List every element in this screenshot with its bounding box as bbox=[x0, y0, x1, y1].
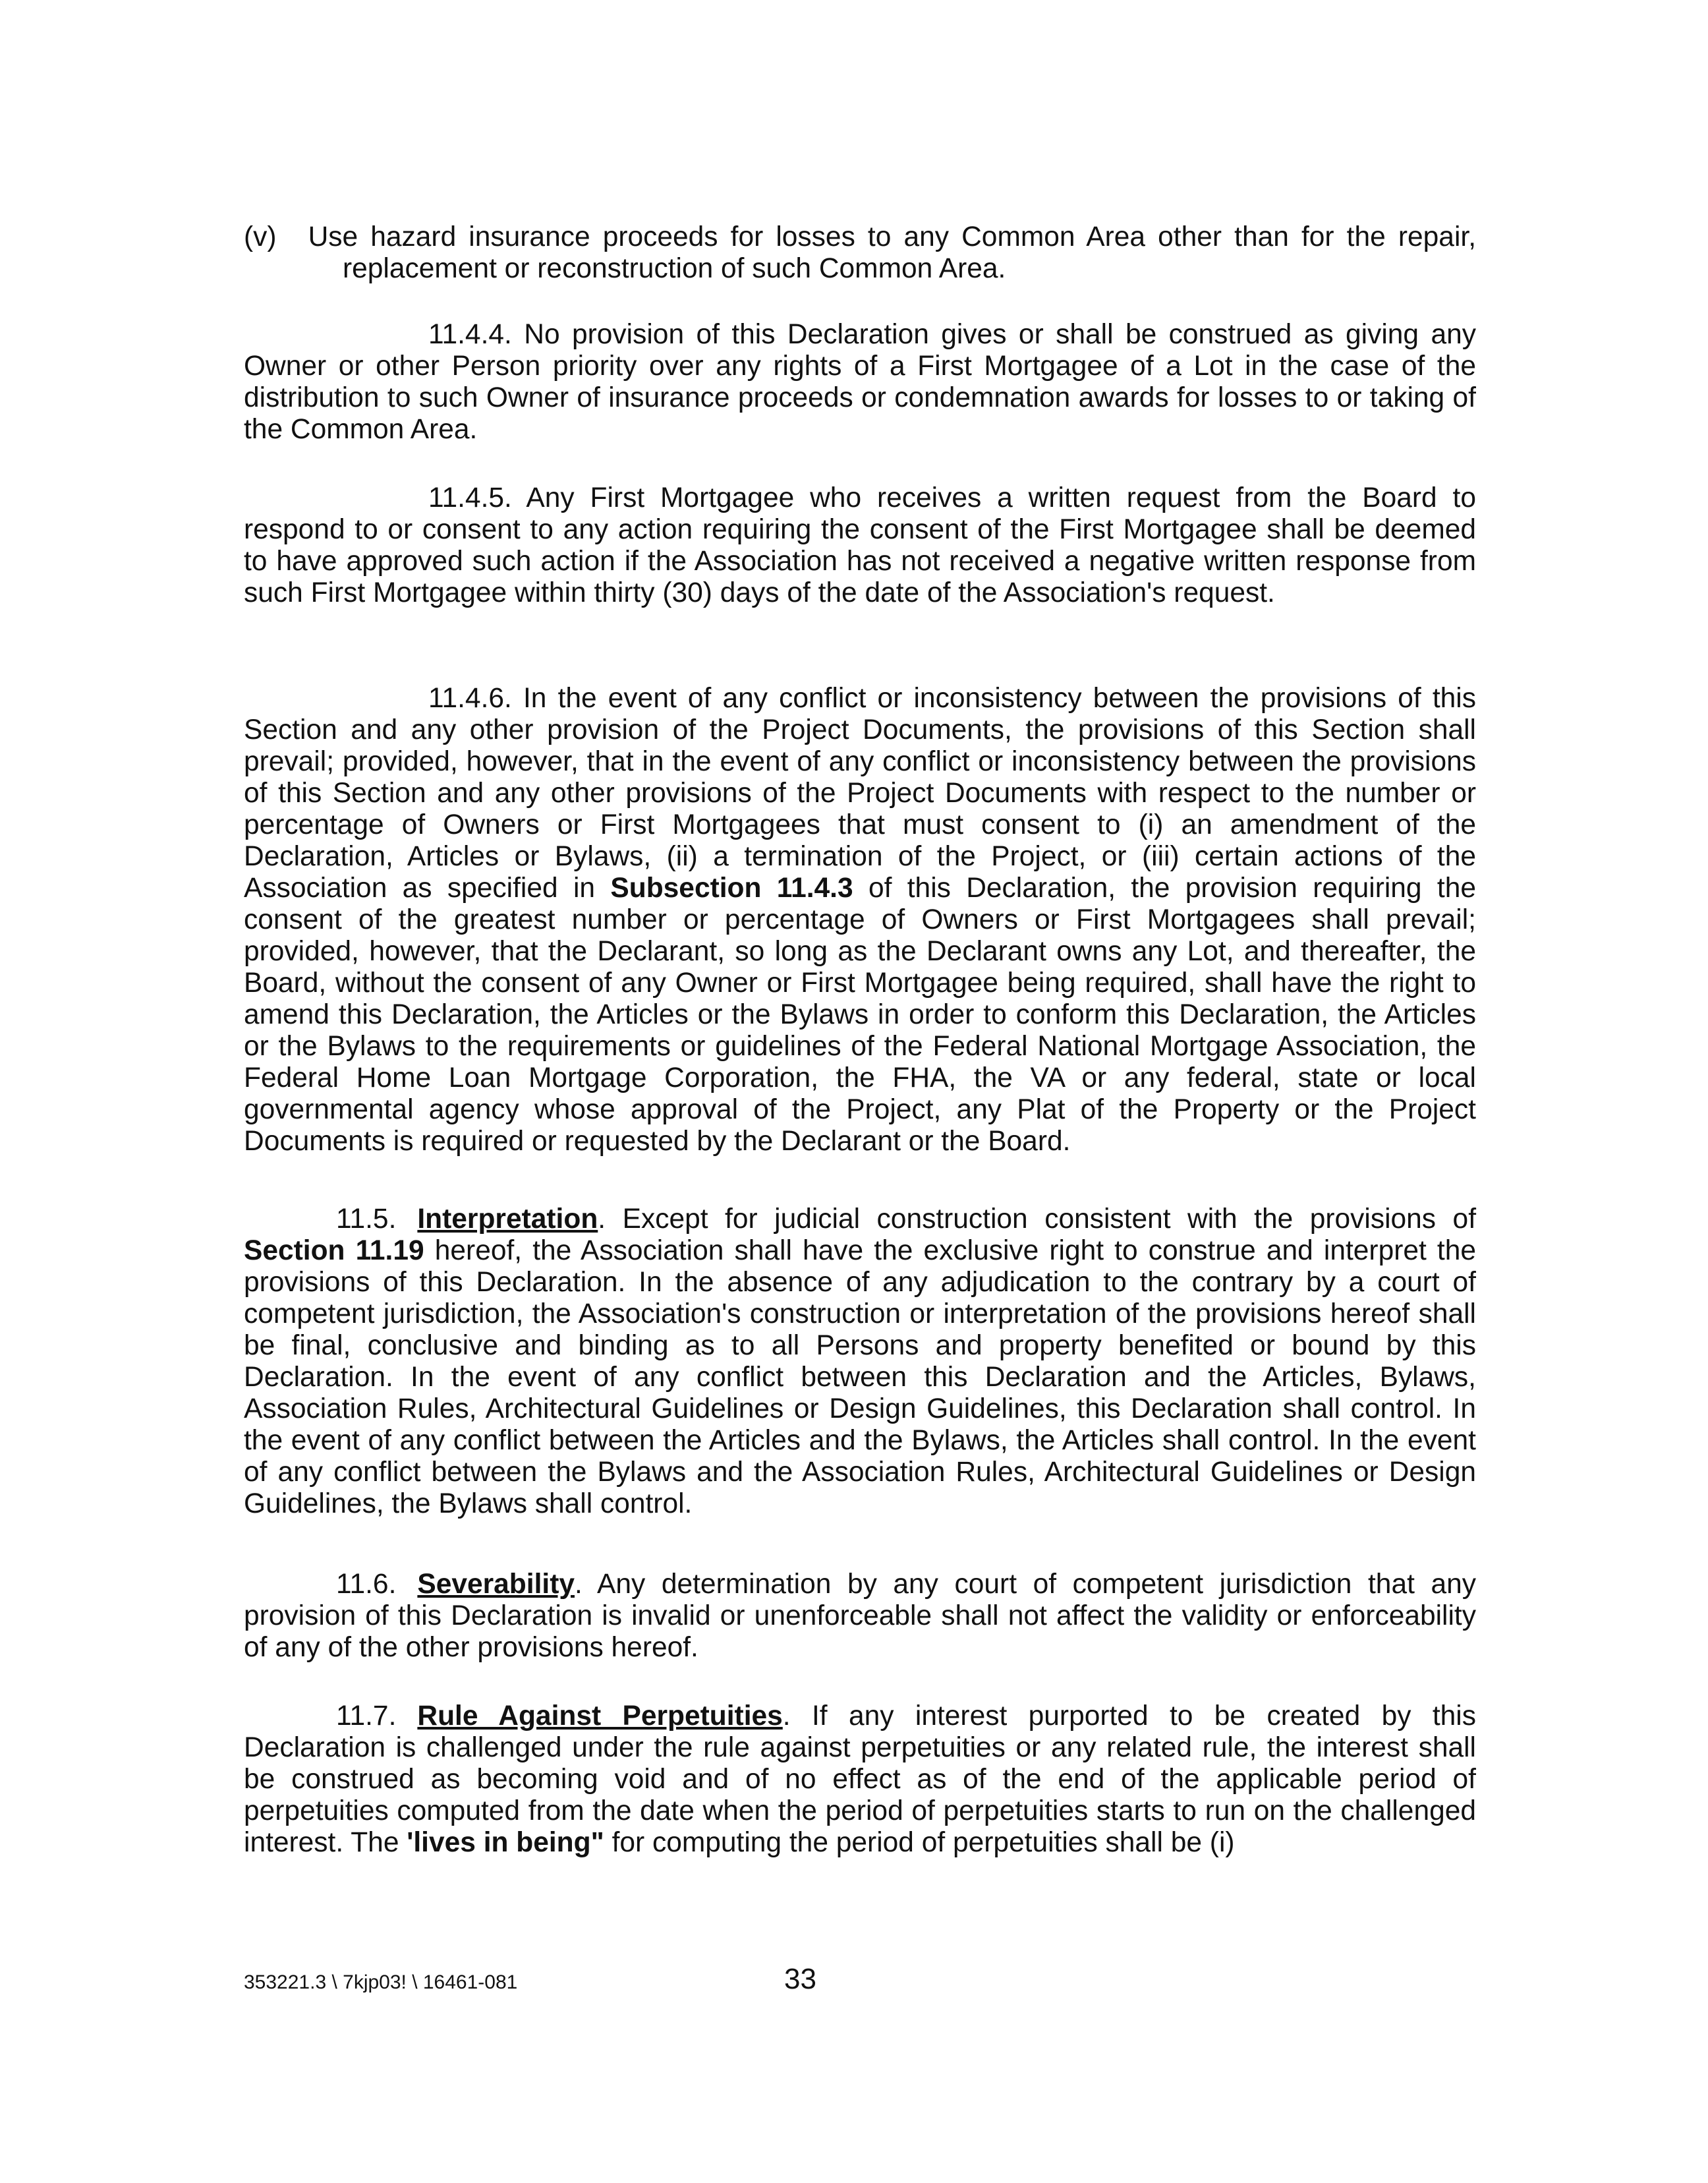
paragraph-11-4-5 bbox=[244, 482, 1476, 609]
section-heading-rule-against-perpetuities: Rule Against Perpetuities bbox=[417, 1701, 783, 1732]
paragraph-text-b: hereof, the Association shall have the exclusive right to construe and interpret the provisions of this Declaration. In the absence of any adjudication to the contrary by a court of competent jurisdiction, the Association's construction or interpretation of the provisions hereof shall be final, conclusive and binding as to all Persons and property benefited or bound by this Declaration. In the event of any conflict between this Declaration and the Articles, Bylaws, Association Rules, Architectural Guidelines or Design Guidelines, this Declaration shall control. In the event of any conflict between the Articles and the Bylaws, the Articles shall control. In the event of any conflict between the Bylaws and the Association Rules, Architectural Guidelines or Design Guidelines, the Bylaws shall control. bbox=[244, 1235, 1476, 1519]
section-reference: Section 11.19 bbox=[244, 1235, 424, 1266]
page-number: 33 bbox=[784, 1963, 816, 1995]
section-number: 11.4.6. bbox=[428, 683, 512, 714]
paragraph-text-a: In the event of any conflict or inconsistency between the provisions of this Section and any other provision of the Project Documents, the provisions of this Section shall prevail; provided, however, that in the event of any conflict or inconsistency between the provisions of this Section and any other provisions of the Project Documents with respect to the number or percentage of Owners or First Mortgagees that must consent to (i) an amendment of the Declaration, Articles or Bylaws, (ii) a termination of the Project, or (iii) certain actions of the Association as specified in bbox=[244, 683, 1476, 904]
paragraph-text-b: of this Declaration, the provision requiring the consent of the greatest number or percentage of Owners or First Mortgagees shall prevail; provided, however, that the Declarant, so long as the Declarant owns any Lot, and thereafter, the Board, without the consent of any Owner or First Mortgagee being required, shall have the right to amend this Declaration, the Articles or the Bylaws in order to conform this Declaration, the Articles or the Bylaws to the requirements or guidelines of the Federal National Mortgage Association, the Federal Home Loan Mortgage Corporation, the FHA, the VA or any federal, state or local governmental agency whose approval of the Project, any Plat of the Property or the Project Documents is required or requested by the Declarant or the Board. bbox=[244, 873, 1476, 1157]
paragraph-text-b: for computing the period of perpetuities shall be (i) bbox=[612, 1827, 1235, 1858]
paragraph-item-v bbox=[244, 221, 1476, 285]
section-heading-severability: Severability bbox=[417, 1569, 575, 1600]
section-number: 11.7. bbox=[336, 1701, 397, 1732]
footer-document-id: 353221.3 \ 7kjp03! \ 16461-081 bbox=[244, 1971, 518, 1993]
section-number: 11.5. bbox=[336, 1204, 397, 1235]
paragraph-11-4-6 bbox=[244, 683, 1476, 1157]
section-number: 11.4.5. bbox=[428, 482, 512, 513]
paragraph-11-5 bbox=[244, 1204, 1476, 1520]
paragraph-11-7 bbox=[244, 1701, 1476, 1859]
paragraph-text-a: . Except for judicial construction consistent with the provisions of bbox=[598, 1204, 1476, 1235]
paragraph-11-6 bbox=[244, 1569, 1476, 1664]
section-heading-interpretation: Interpretation bbox=[417, 1204, 598, 1235]
item-v-marker: (v) bbox=[244, 221, 277, 252]
paragraph-text: No provision of this Declaration gives or shall be construed as giving any Owner or other Person priority over any rights of a First Mortgagee of a Lot in the case of the distribution to such Owner of insurance proceeds or condemnation awards for losses to or taking of the Common Area. bbox=[244, 319, 1476, 445]
paragraph-text: Any First Mortgagee who receives a written request from the Board to respond to or consent to any action requiring the consent of the First Mortgagee shall be deemed to have approved such action if the Association has not received a negative written response from such First Mortgagee within thirty (30) days of the date of the Association's request. bbox=[244, 482, 1477, 608]
paragraph-11-4-4 bbox=[244, 319, 1476, 446]
subsection-reference: Subsection 11.4.3 bbox=[610, 873, 853, 904]
section-number: 11.6. bbox=[336, 1569, 397, 1600]
quoted-term: 'lives in being" bbox=[407, 1827, 604, 1858]
paragraph-text-a: . If any interest purported to be created by this Declaration is challenged under the rule against perpetuities or any related rule, the interest shall be construed as becoming void and of no effect as of the end of the applicable period of perpetuities computed from the date when the period of perpetuities starts to run on the challenged interest. The bbox=[244, 1701, 1476, 1858]
item-v-text: Use hazard insurance proceeds for losses to any Common Area other than for the repair, replacement or reconstruction of such Common Area. bbox=[308, 221, 1476, 284]
paragraph-text: . Any determination by any court of competent jurisdiction that any provision of this Declaration is invalid or unenforceable shall not affect the validity or enforceability of any of the other provisions hereof. bbox=[244, 1569, 1476, 1663]
section-number: 11.4.4. bbox=[428, 319, 512, 350]
